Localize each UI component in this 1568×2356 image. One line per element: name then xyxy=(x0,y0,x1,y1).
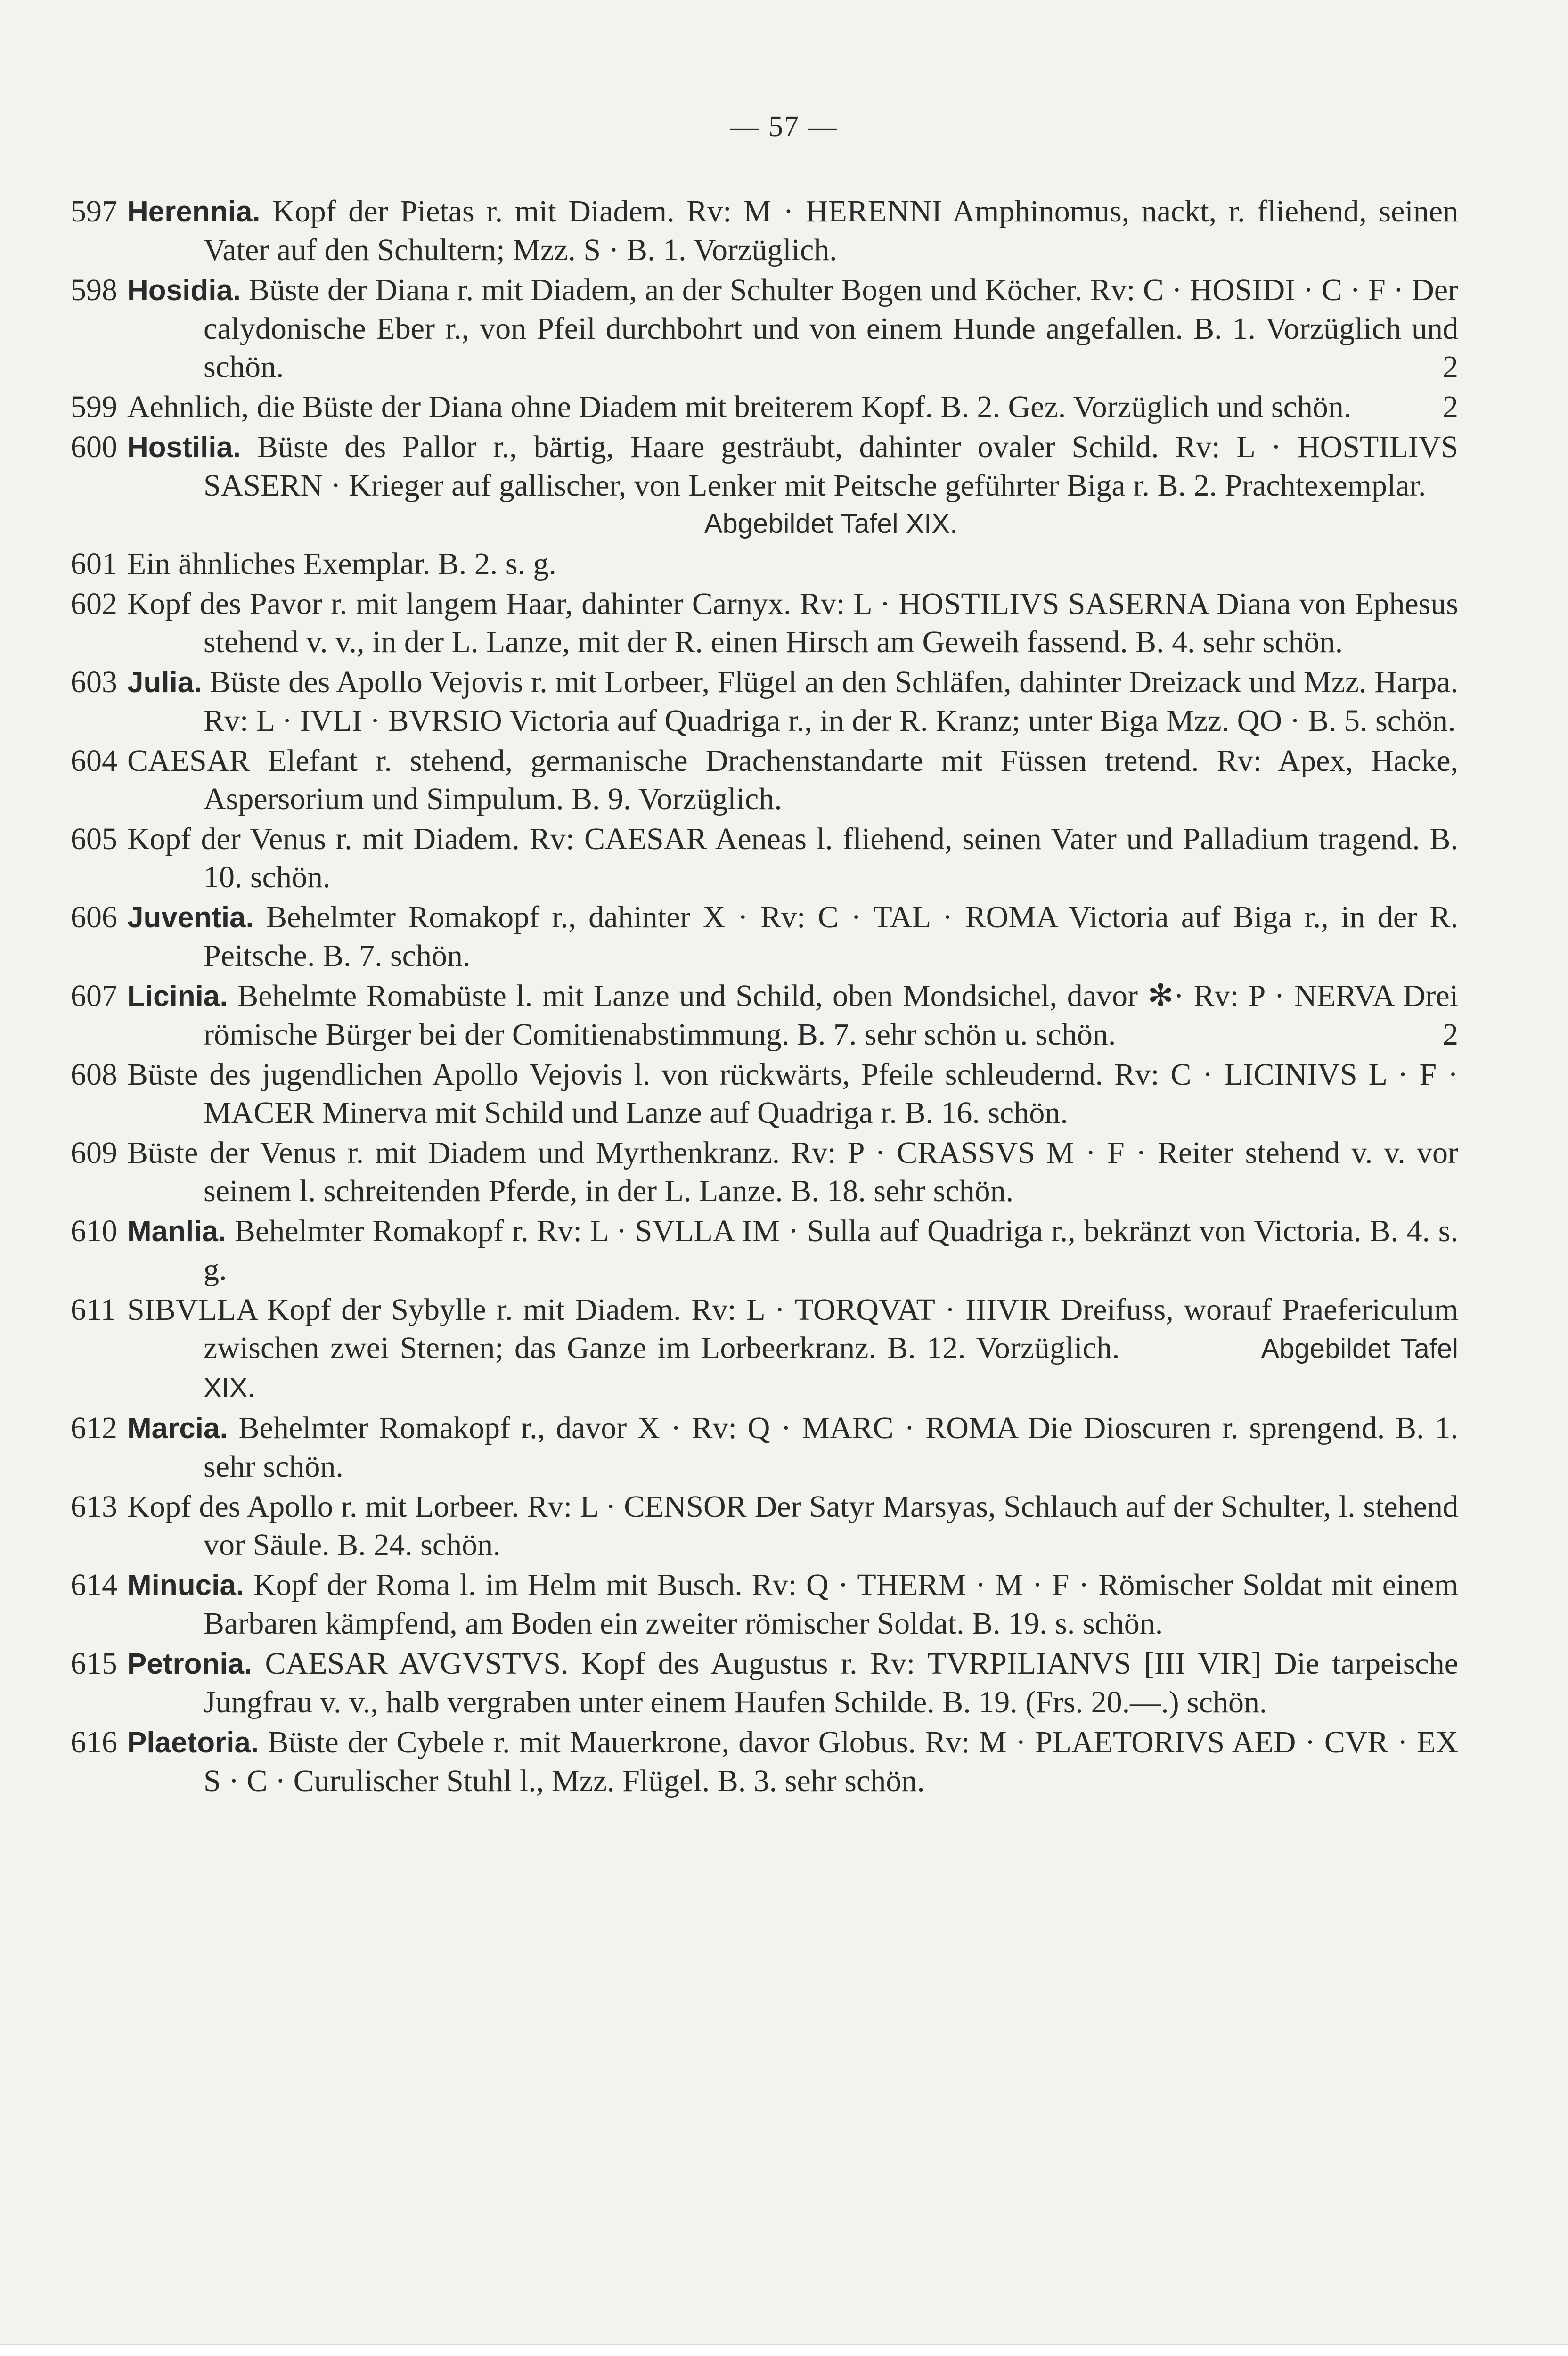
entry-family-name: Herennia. xyxy=(127,196,261,228)
plate-reference: Abgebildet Tafel XIX. xyxy=(204,1333,1458,1403)
catalog-entry-615 xyxy=(71,1644,1458,1721)
entry-description: Büste der Diana r. mit Diadem, an der Schulter Bogen und Köcher. Rv: C · HOSIDI · C · F · Der calydonische Eber r., von Pfeil durchbohrt und von einem Hunde angefallen. B. 1. Vorzüglich und schön. xyxy=(204,273,1459,384)
entry-family-name: Minucia. xyxy=(127,1569,245,1602)
plate-reference: Abgebildet Tafel XIX. xyxy=(704,508,958,539)
entry-description: Kopf der Pietas r. mit Diadem. Rv: M · HERENNI Amphinomus, nackt, r. fliehend, seinen Vater auf den Schultern; Mzz. S · B. 1. Vorzüglich. xyxy=(204,194,1459,267)
catalog-entry-597 xyxy=(71,192,1458,269)
entry-price: 2 xyxy=(1443,1017,1458,1052)
entry-number: 610 xyxy=(71,1214,117,1248)
entry-family-name: Plaetoria. xyxy=(127,1726,259,1759)
catalog-entries xyxy=(71,192,1458,1802)
entry-number: 603 xyxy=(71,665,117,699)
entry-number: 608 xyxy=(71,1057,117,1092)
entry-number: 601 xyxy=(71,547,117,581)
entry-description: SIBVLLA Kopf der Sybylle r. mit Diadem. Rv: L · TORQVAT · IIIVIR Dreifuss, worauf Praefericulum zwischen zwei Sternen; das Ganze im Lorbeerkranz. B. 12. Vorzüglich. xyxy=(127,1293,1458,1365)
catalog-entry-601 xyxy=(71,545,1458,583)
entry-description: Büste des Pallor r., bärtig, Haare gesträubt, dahinter ovaler Schild. Rv: L · HOSTILIVS SASERN · Krieger auf gallischer, von Lenker mit Peitsche geführter Biga r. B. 2. Prachtexemplar. xyxy=(204,430,1459,503)
entry-family-name: Hostilia. xyxy=(127,431,241,464)
entry-price: 2 xyxy=(1443,350,1458,384)
entry-description: Behelmter Romakopf r. Rv: L · SVLLA IM · Sulla auf Quadriga r., bekränzt von Victoria. B. 4. s. g. xyxy=(204,1214,1458,1287)
entry-number: 602 xyxy=(71,587,117,621)
entry-description: Aehnlich, die Büste der Diana ohne Diadem mit breiterem Kopf. B. 2. Gez. Vorzüglich und schön. xyxy=(127,390,1352,424)
entry-number: 598 xyxy=(71,273,117,307)
catalog-entry-599 xyxy=(71,388,1458,426)
entry-number: 612 xyxy=(71,1411,117,1445)
catalog-entry-616 xyxy=(71,1723,1458,1800)
entry-family-name: Licinia. xyxy=(127,980,228,1013)
catalog-entry-610 xyxy=(71,1212,1458,1289)
entry-description: Kopf des Apollo r. mit Lorbeer. Rv: L · CENSOR Der Satyr Marsyas, Schlauch auf der Schulter, l. stehend vor Säule. B. 24. schön. xyxy=(127,1489,1458,1562)
page-number: — 57 — xyxy=(730,111,838,143)
catalog-entry-612 xyxy=(71,1409,1458,1486)
entry-number: 599 xyxy=(71,390,117,424)
entry-number: 605 xyxy=(71,822,117,856)
catalog-entry-603 xyxy=(71,663,1458,740)
catalog-entry-605 xyxy=(71,820,1458,896)
entry-number: 604 xyxy=(71,744,117,778)
entry-family-name: Julia. xyxy=(127,666,202,699)
entry-description: Ein ähnliches Exemplar. B. 2. s. g. xyxy=(127,547,557,581)
entry-description: Büste der Cybele r. mit Mauerkrone, davor Globus. Rv: M · PLAETORIVS AED · CVR · EX S · C · Curulischer Stuhl l., Mzz. Flügel. B. 3. sehr schön. xyxy=(204,1725,1459,1798)
catalog-entry-613 xyxy=(71,1488,1458,1564)
entry-description: Büste des Apollo Vejovis r. mit Lorbeer, Flügel an den Schläfen, dahinter Dreizack und Mzz. Harpa. Rv: L · IVLI · BVRSIO Victoria auf Quadriga r., in der R. Kranz; unter Biga Mzz. QO · B. 5. schön. xyxy=(204,665,1459,738)
entry-number: 613 xyxy=(71,1489,117,1524)
entry-family-name: Petronia. xyxy=(127,1648,253,1680)
entry-number: 616 xyxy=(71,1725,117,1759)
footer-bar xyxy=(0,2344,1568,2356)
catalog-entry-609 xyxy=(71,1134,1458,1210)
entry-description: Behelmte Romabüste l. mit Lanze und Schild, oben Mondsichel, davor ✻· Rv: P · NERVA Drei römische Bürger bei der Comitienabstimmung. B. 7. sehr schön u. schön. xyxy=(204,979,1459,1052)
entry-number: 597 xyxy=(71,194,117,229)
catalog-entry-600 xyxy=(71,428,1458,543)
entry-family-name: Marcia. xyxy=(127,1412,228,1445)
entry-number: 600 xyxy=(71,430,117,464)
entry-number: 614 xyxy=(71,1568,117,1602)
entry-description: Büste der Venus r. mit Diadem und Myrthenkranz. Rv: P · CRASSVS M · F · Reiter stehend v. v. vor seinem l. schreitenden Pferde, in der L. Lanze. B. 18. sehr schön. xyxy=(127,1136,1458,1208)
catalog-entry-606 xyxy=(71,898,1458,975)
entry-description: Kopf der Roma l. im Helm mit Busch. Rv: Q · THERM · M · F · Römischer Soldat mit einem Barbaren kämpfend, am Boden ein zweiter römischer Soldat. B. 19. s. schön. xyxy=(204,1568,1459,1641)
catalog-entry-608 xyxy=(71,1055,1458,1132)
entry-family-name: Manlia. xyxy=(127,1215,227,1248)
entry-number: 611 xyxy=(71,1293,116,1327)
entry-description: CAESAR Elefant r. stehend, germanische Drachenstandarte mit Füssen tretend. Rv: Apex, Hacke, Aspersorium und Simpulum. B. 9. Vorzüglich. xyxy=(127,744,1458,816)
entry-number: 609 xyxy=(71,1136,117,1170)
entry-description: Büste des jugendlichen Apollo Vejovis l. von rückwärts, Pfeile schleudernd. Rv: C · LICINIVS L · F · MACER Minerva mit Schild und Lanze auf Quadriga r. B. 16. schön. xyxy=(127,1057,1458,1130)
entry-description: CAESAR AVGVSTVS. Kopf des Augustus r. Rv: TVRPILIANVS [III VIR] Die tarpeische Jungfrau v. v., halb vergraben unter einem Haufen Schilde. B. 19. (Frs. 20.—.) schön. xyxy=(204,1646,1459,1719)
entry-description: Behelmter Romakopf r., dahinter X · Rv: C · TAL · ROMA Victoria auf Biga r., in der R. Peitsche. B. 7. schön. xyxy=(204,900,1458,973)
catalog-entry-611 xyxy=(71,1291,1458,1407)
entry-number: 607 xyxy=(71,979,117,1013)
entry-description: Kopf des Pavor r. mit langem Haar, dahinter Carnyx. Rv: L · HOSTILIVS SASERNA Diana von Ephesus stehend v. v., in der L. Lanze, mit der R. einen Hirsch am Geweih fassend. B. 4. sehr schön. xyxy=(127,587,1458,659)
entry-description: Kopf der Venus r. mit Diadem. Rv: CAESAR Aeneas l. fliehend, seinen Vater und Palladium tragend. B. 10. schön. xyxy=(127,822,1458,894)
catalog-entry-598 xyxy=(71,271,1458,386)
entry-number: 606 xyxy=(71,900,117,934)
catalog-entry-602 xyxy=(71,585,1458,661)
catalog-entry-607 xyxy=(71,977,1458,1054)
entry-description: Behelmter Romakopf r., davor X · Rv: Q · MARC · ROMA Die Dioscuren r. sprengend. B. 1. sehr schön. xyxy=(204,1411,1458,1484)
entry-number: 615 xyxy=(71,1646,117,1681)
catalog-entry-604 xyxy=(71,742,1458,818)
entry-family-name: Juventia. xyxy=(127,901,254,934)
entry-family-name: Hosidia. xyxy=(127,274,241,307)
entry-price: 2 xyxy=(1443,390,1458,424)
catalog-entry-614 xyxy=(71,1566,1458,1643)
